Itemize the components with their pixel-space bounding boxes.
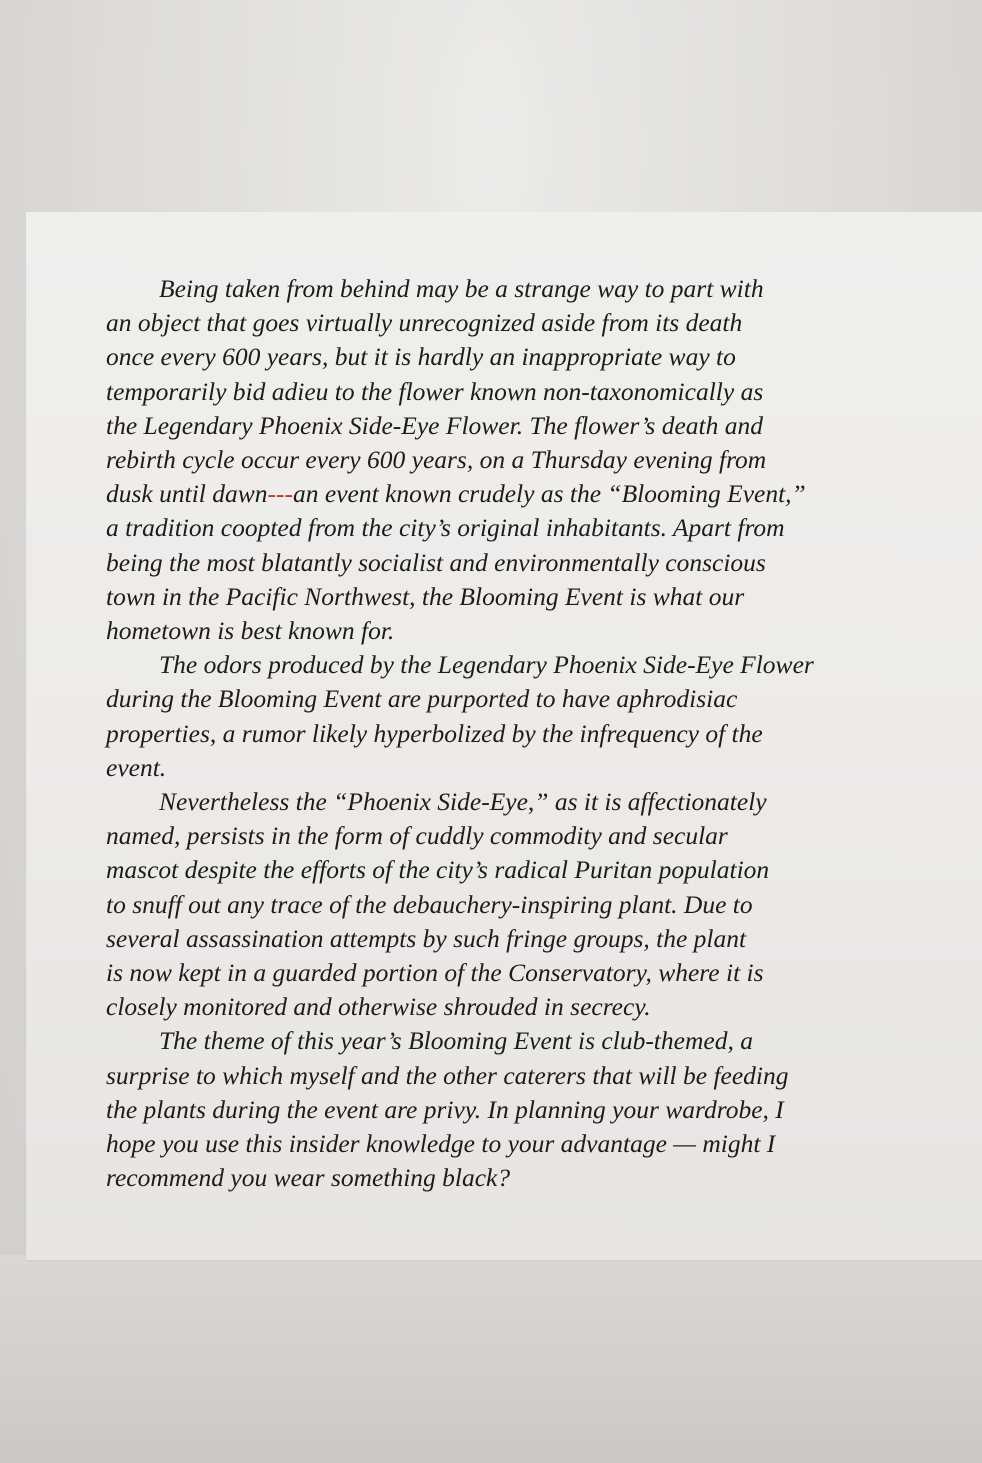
paragraph-line: The theme of this year’s Blooming Event is club-themed, a xyxy=(159,1026,753,1056)
paragraph-line: is now kept in a guarded portion of the Conservatory, where it is xyxy=(106,958,764,988)
paragraph-line: hometown is best known for. xyxy=(106,616,395,646)
paragraph-line: being the most blatantly socialist and environmentally conscious xyxy=(106,547,766,577)
story-text xyxy=(106,272,906,1195)
wall-background xyxy=(0,1255,982,1463)
paragraph-line: rebirth cycle occur every 600 years, on a Thursday evening from xyxy=(106,445,767,475)
paragraph-line: surprise to which myself and the other caterers that will be feeding xyxy=(106,1060,789,1090)
line-segment: an event known crudely as the “Blooming Event,” xyxy=(293,479,806,509)
paragraph-line: event. xyxy=(106,752,167,782)
paragraph-line: Nevertheless the “Phoenix Side-Eye,” as it is affectionately xyxy=(159,787,767,817)
paragraph-line: the plants during the event are privy. In planning your wardrobe, I xyxy=(106,1094,784,1124)
paragraph-line: closely monitored and otherwise shrouded in secrecy. xyxy=(106,992,651,1022)
red-dash: --- xyxy=(267,479,293,509)
paragraph-line: named, persists in the form of cuddly commodity and secular xyxy=(106,821,728,851)
paragraph-line: The odors produced by the Legendary Phoenix Side-Eye Flower xyxy=(159,650,814,680)
paragraph-line: several assassination attempts by such fringe groups, the plant xyxy=(106,923,747,953)
paragraph-line: an object that goes virtually unrecognized aside from its death xyxy=(106,308,743,338)
paragraph-line: a tradition coopted from the city’s original inhabitants. Apart from xyxy=(106,513,785,543)
paragraph-line: recommend you wear something black? xyxy=(106,1163,511,1193)
printed-text-panel xyxy=(26,212,982,1260)
paragraph-line: during the Blooming Event are purported to have aphrodisiac xyxy=(106,684,738,714)
paragraph-line: properties, a rumor likely hyperbolized by the infrequency of the xyxy=(106,718,763,748)
paragraph-line xyxy=(106,477,906,511)
paragraph-line: mascot despite the efforts of the city’s radical Puritan population xyxy=(106,855,770,885)
paragraph-line: hope you use this insider knowledge to your advantage — might I xyxy=(106,1129,776,1159)
paragraph-line: once every 600 years, but it is hardly an inappropriate way to xyxy=(106,342,736,372)
paragraph-line: town in the Pacific Northwest, the Blooming Event is what our xyxy=(106,581,745,611)
paragraph-line: the Legendary Phoenix Side-Eye Flower. The flower’s death and xyxy=(106,410,763,440)
paragraph-line: Being taken from behind may be a strange way to part with xyxy=(159,274,764,303)
paragraph-line: to snuff out any trace of the debauchery-inspiring plant. Due to xyxy=(106,889,753,919)
line-segment: dusk until dawn xyxy=(106,479,268,509)
paragraph-line: temporarily bid adieu to the flower known non-taxonomically as xyxy=(106,376,764,406)
